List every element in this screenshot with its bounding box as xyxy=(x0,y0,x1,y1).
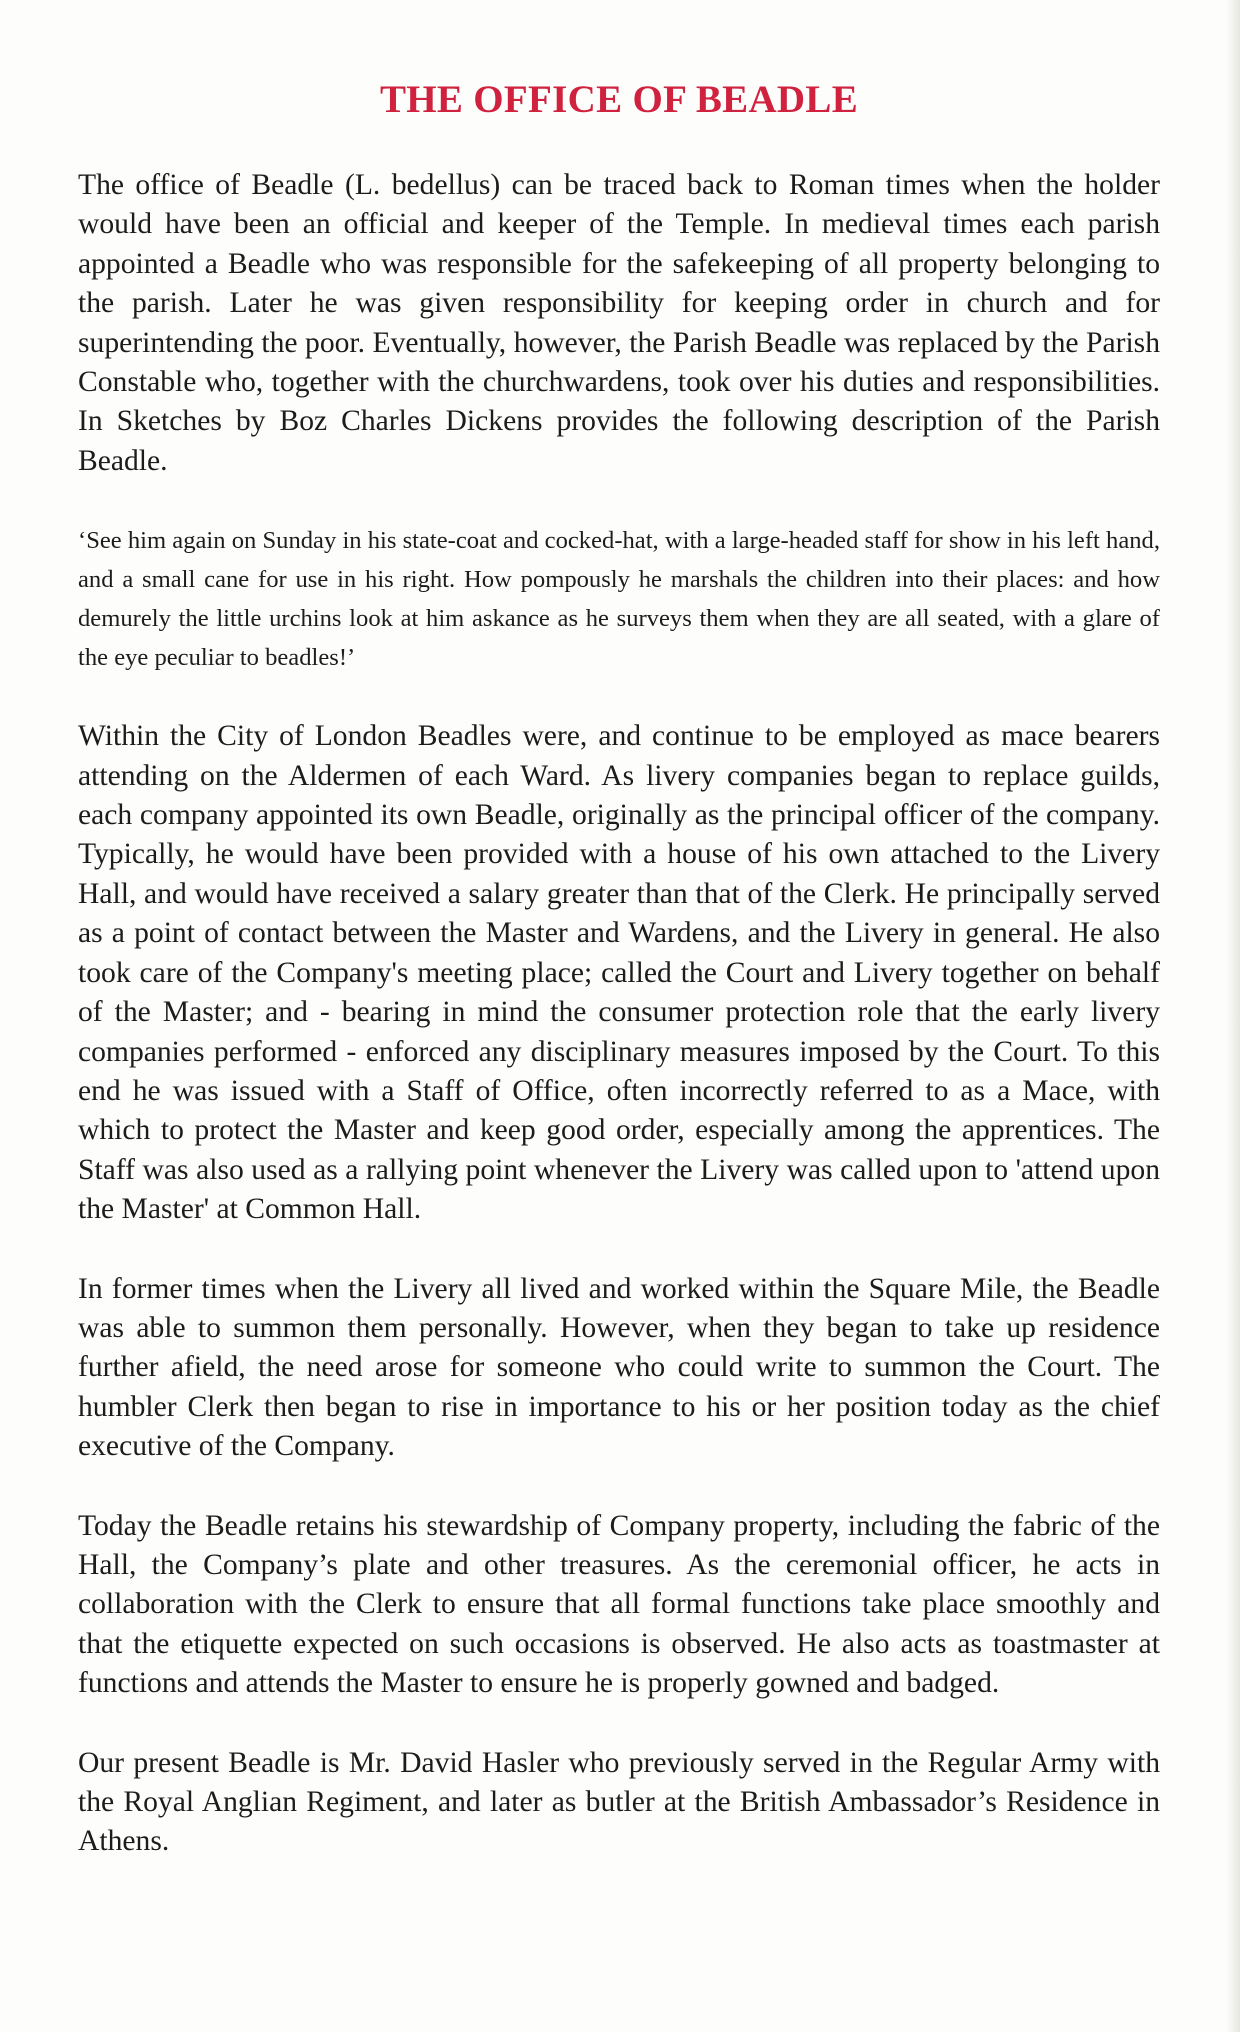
document-body xyxy=(78,70,1160,1902)
paragraph-city-of-london: Within the City of London Beadles were, and continue to be employed as mace bearers attending on the Aldermen of each Ward. As livery companies began to replace guilds, each company appointed its own Beadle, originally as the principal officer of the company. Typically, he would have been provided with a house of his own attached to the Livery Hall, and would have received a salary greater than that of the Clerk. He principally served as a point of contact between the Master and Wardens, and the Livery in general. He also took care of the Company's meeting place; called the Court and Livery together on behalf of the Master; and - bearing in mind the consumer protection role that the early livery companies performed - enforced any disciplinary measures imposed by the Court. To this end he was issued with a Staff of Office, often incorrectly referred to as a Mace, with which to protect the Master and keep good order, especially among the apprentices. The Staff was also used as a rallying point whenever the Livery was called upon to 'attend upon the Master' at Common Hall. xyxy=(78,720,1160,1226)
paragraph-present-beadle: Our present Beadle is Mr. David Hasler who previously served in the Regular Army with the Royal Anglian Regiment, and later as butler at the British Ambassador’s Residence in Athens. xyxy=(78,1746,1160,1858)
dickens-quote: ‘See him again on Sunday in his state-coat and cocked-hat, with a large-headed staff for show in his left hand, and a small cane for use in his right. How pompously he marshals the children into their places: and how demurely the little urchins look at him askance as he surveys them when they are all seated, with a glare of the eye peculiar to beadles!’ xyxy=(78,527,1160,672)
paragraph-former-times: In former times when the Livery all lived and worked within the Square Mile, the Beadle was able to summon them personally. However, when they began to take up residence further afield, the need arose for someone who could write to summon the Court. The humbler Clerk then began to rise in importance to his or her position today as the chief executive of the Company. xyxy=(78,1272,1160,1463)
paragraph-intro: The office of Beadle (L. bedellus) can be traced back to Roman times when the holder would have been an official and keeper of the Temple. In medieval times each parish appointed a Beadle who was responsible for the safekeeping of all property belonging to the parish. Later he was given responsibility for keeping order in church and for superintending the poor. Eventually, however, the Parish Beadle was replaced by the Parish Constable who, together with the churchwardens, took over his duties and responsibilities. In Sketches by Boz Charles Dickens provides the following description of the Parish Beadle. xyxy=(78,169,1160,477)
paragraph-today: Today the Beadle retains his stewardship of Company property, including the fabric of the Hall, the Company’s plate and other treasures. As the ceremonial officer, he acts in collaboration with the Clerk to ensure that all formal functions take place smoothly and that the etiquette expected on such occasions is observed. He also acts as toastmaster at functions and attends the Master to ensure he is properly gowned and badged. xyxy=(78,1509,1160,1700)
page-edge-shadow xyxy=(1226,0,1240,2032)
page-title: THE OFFICE OF BEADLE xyxy=(379,78,859,121)
